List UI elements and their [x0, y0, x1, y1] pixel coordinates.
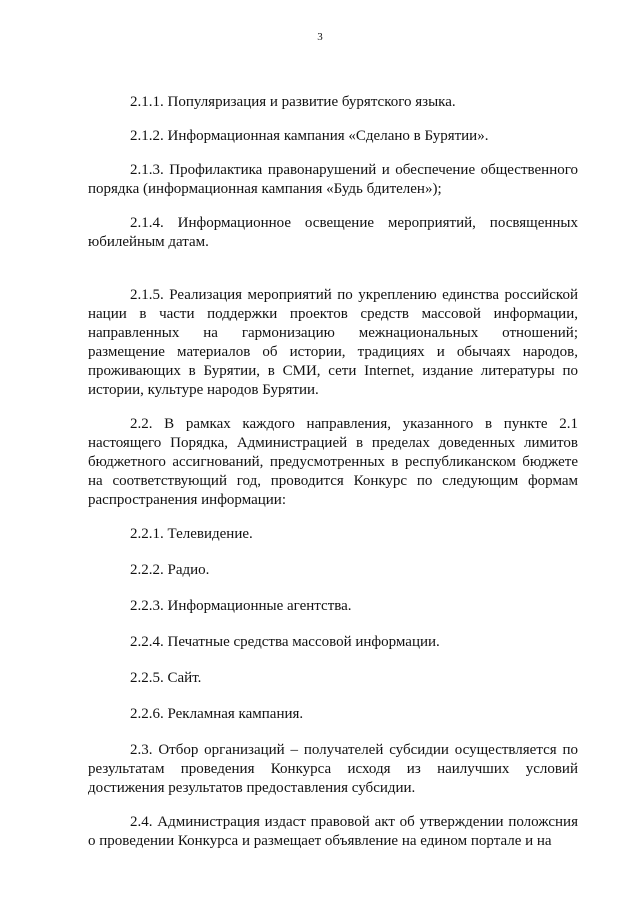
paragraph-2-2-2: 2.2.2. Радио.	[130, 562, 210, 578]
paragraph-2-1-1: 2.1.1. Популяризация и развитие бурятского языка.	[130, 94, 456, 110]
paragraph-2-1-5: 2.1.5. Реализация мероприятий по укреплению единства российской нации в части поддержки проектов средств массовой информации, направленных на гармонизацию межнациональных отношений; размещение материалов об истории, традициях и обычаях народов, проживающих в Бурятии, в СМИ, сети Internet, издание литературы по истории, культуре народов Бурятии.	[88, 287, 578, 398]
paragraph-2-2-6: 2.2.6. Рекламная кампания.	[130, 706, 304, 722]
paragraph-2-2-4: 2.2.4. Печатные средства массовой информации.	[130, 634, 440, 650]
document-body	[88, 93, 578, 866]
paragraph-2-3: 2.3. Отбор организаций – получателей субсидии осуществляется по результатам проведения Конкурса исходя из наилучших условий достижения результатов предоставления субсидии.	[88, 742, 578, 796]
paragraph-2-2-3: 2.2.3. Информационные агентства.	[130, 598, 352, 614]
paragraph-2-1-3: 2.1.3. Профилактика правонарушений и обеспечение общественного порядка (информационная кампания «Будь бдителен»);	[88, 162, 578, 197]
paragraph-2-4: 2.4. Администрация издаст правовой акт об утверждении положсния о проведении Конкурса и размещает объявление на едином портале и на	[88, 814, 578, 849]
page-number: 3	[317, 31, 323, 43]
paragraph-2-2: 2.2. В рамках каждого направления, указанного в пункте 2.1 настоящего Порядка, Администрацией в пределах доведенных лимитов бюджетного ассигнований, предусмотренных в республиканском бюджете на соответствующий год, проводится Конкурс по следующим формам распространения информации:	[88, 416, 578, 508]
paragraph-2-1-2: 2.1.2. Информационная кампания «Сделано в Бурятии».	[130, 128, 489, 144]
paragraph-2-1-4: 2.1.4. Информационное освещение мероприятий, посвященных юбилейным датам.	[88, 215, 578, 250]
paragraph-2-2-1: 2.2.1. Телевидение.	[130, 526, 253, 542]
paragraph-2-2-5: 2.2.5. Сайт.	[130, 670, 202, 686]
